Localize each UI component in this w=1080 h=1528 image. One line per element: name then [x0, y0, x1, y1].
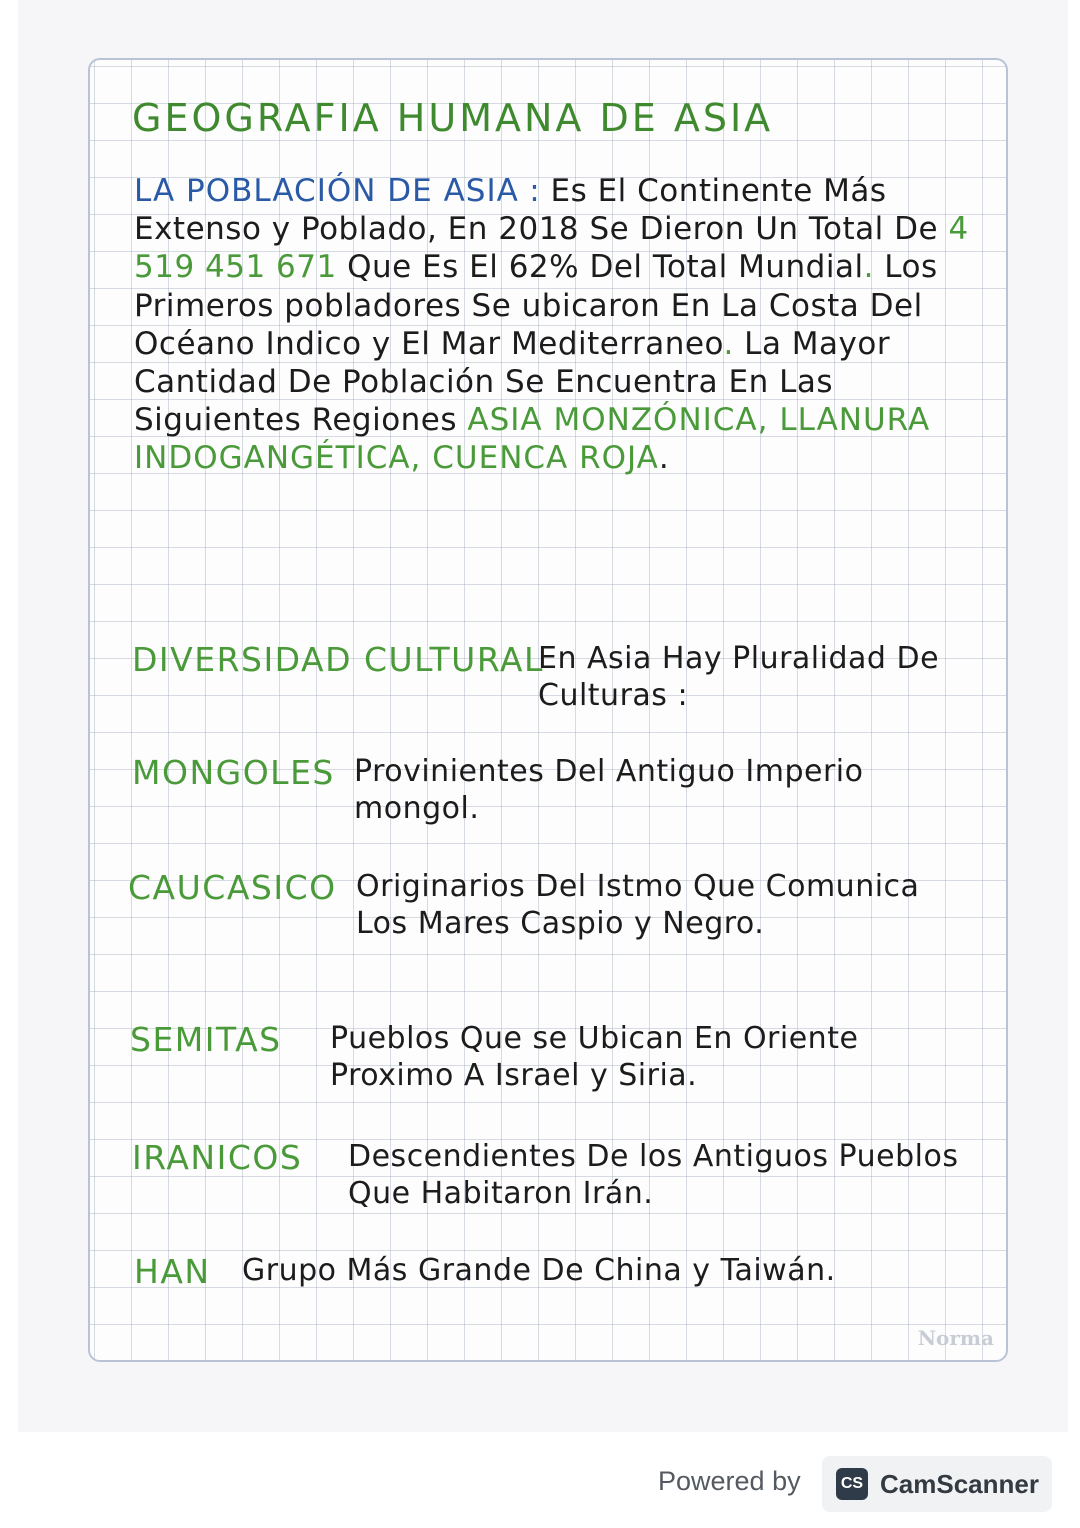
camscanner-badge[interactable] — [822, 1456, 1052, 1512]
notebook-brand-logo: Norma — [917, 1326, 994, 1350]
intro-text-2: Que Es El 62% Del Total Mundial — [347, 249, 864, 286]
group-term-han: HAN — [134, 1252, 211, 1291]
intro-text-3: Los Primeros pobladores Se ubicaron En La Costa Del Océano Indico y El Mar Mediterraneo — [134, 249, 938, 362]
group-term-mongoles: MONGOLES — [132, 753, 335, 792]
intro-heading: LA POBLACIÓN DE ASIA — [134, 173, 519, 209]
population-figure: 4 519 451 671 — [134, 211, 969, 286]
intro-final-dot: . — [658, 440, 670, 477]
regions-list: ASIA MONZÓNICA, LLANURA INDOGANGÉTICA, CUENCA ROJA — [134, 402, 931, 477]
group-description-semitas: Pueblos Que se Ubican En Oriente Proximo A Israel y Siria. — [330, 1021, 859, 1093]
intro-paragraph: LA POBLACIÓN DE ASIA : Es El Continente Más Extenso y Poblado, En 2018 Se Dieron Un Total De 4 519 451 671 Que Es El 62% Del Total Mundial. Los Primeros pobladores Se ubicaron En La Costa Del Océano Indico y El Mar Mediterraneo. La Mayor Cantidad De Población Se Encuentra En Las Siguientes Regiones ASIA MONZÓNICA, LLANURA INDOGANGÉTICA, CUENCA ROJA. — [134, 173, 969, 477]
camscanner-app-name: CamScanner — [880, 1468, 1039, 1499]
camscanner-logo-icon: CS — [836, 1468, 868, 1500]
group-description-mongoles: Provinientes Del Antiguo Imperio mongol. — [354, 754, 864, 826]
group-description-caucasico: Originarios Del Istmo Que Comunica Los Mares Caspio y Negro. — [356, 869, 920, 941]
page-title: GEOGRAFIA HUMANA DE ASIA — [132, 96, 774, 140]
intro-text-1: Es El Continente Más Extenso y Poblado, En 2018 Se Dieron Un Total De — [134, 173, 939, 248]
intro-colon: : — [529, 173, 541, 209]
group-term-iranicos: IRANICOS — [132, 1138, 303, 1177]
group-term-semitas: SEMITAS — [130, 1020, 282, 1059]
diversity-term: DIVERSIDAD CULTURAL — [132, 640, 544, 679]
powered-by-label: Powered by — [658, 1466, 801, 1496]
group-description-han: Grupo Más Grande De China y Taiwán. — [242, 1253, 836, 1288]
group-term-caucasico: CAUCASICO — [128, 868, 337, 907]
group-description-iranicos: Descendientes De los Antiguos Pueblos Que Habitaron Irán. — [348, 1139, 959, 1211]
notebook-page — [88, 58, 1008, 1362]
intro-text-4: La Mayor Cantidad De Población Se Encuentra En Las Siguientes Regiones — [134, 325, 891, 439]
diversity-description: En Asia Hay Pluralidad De Culturas : — [538, 641, 940, 713]
